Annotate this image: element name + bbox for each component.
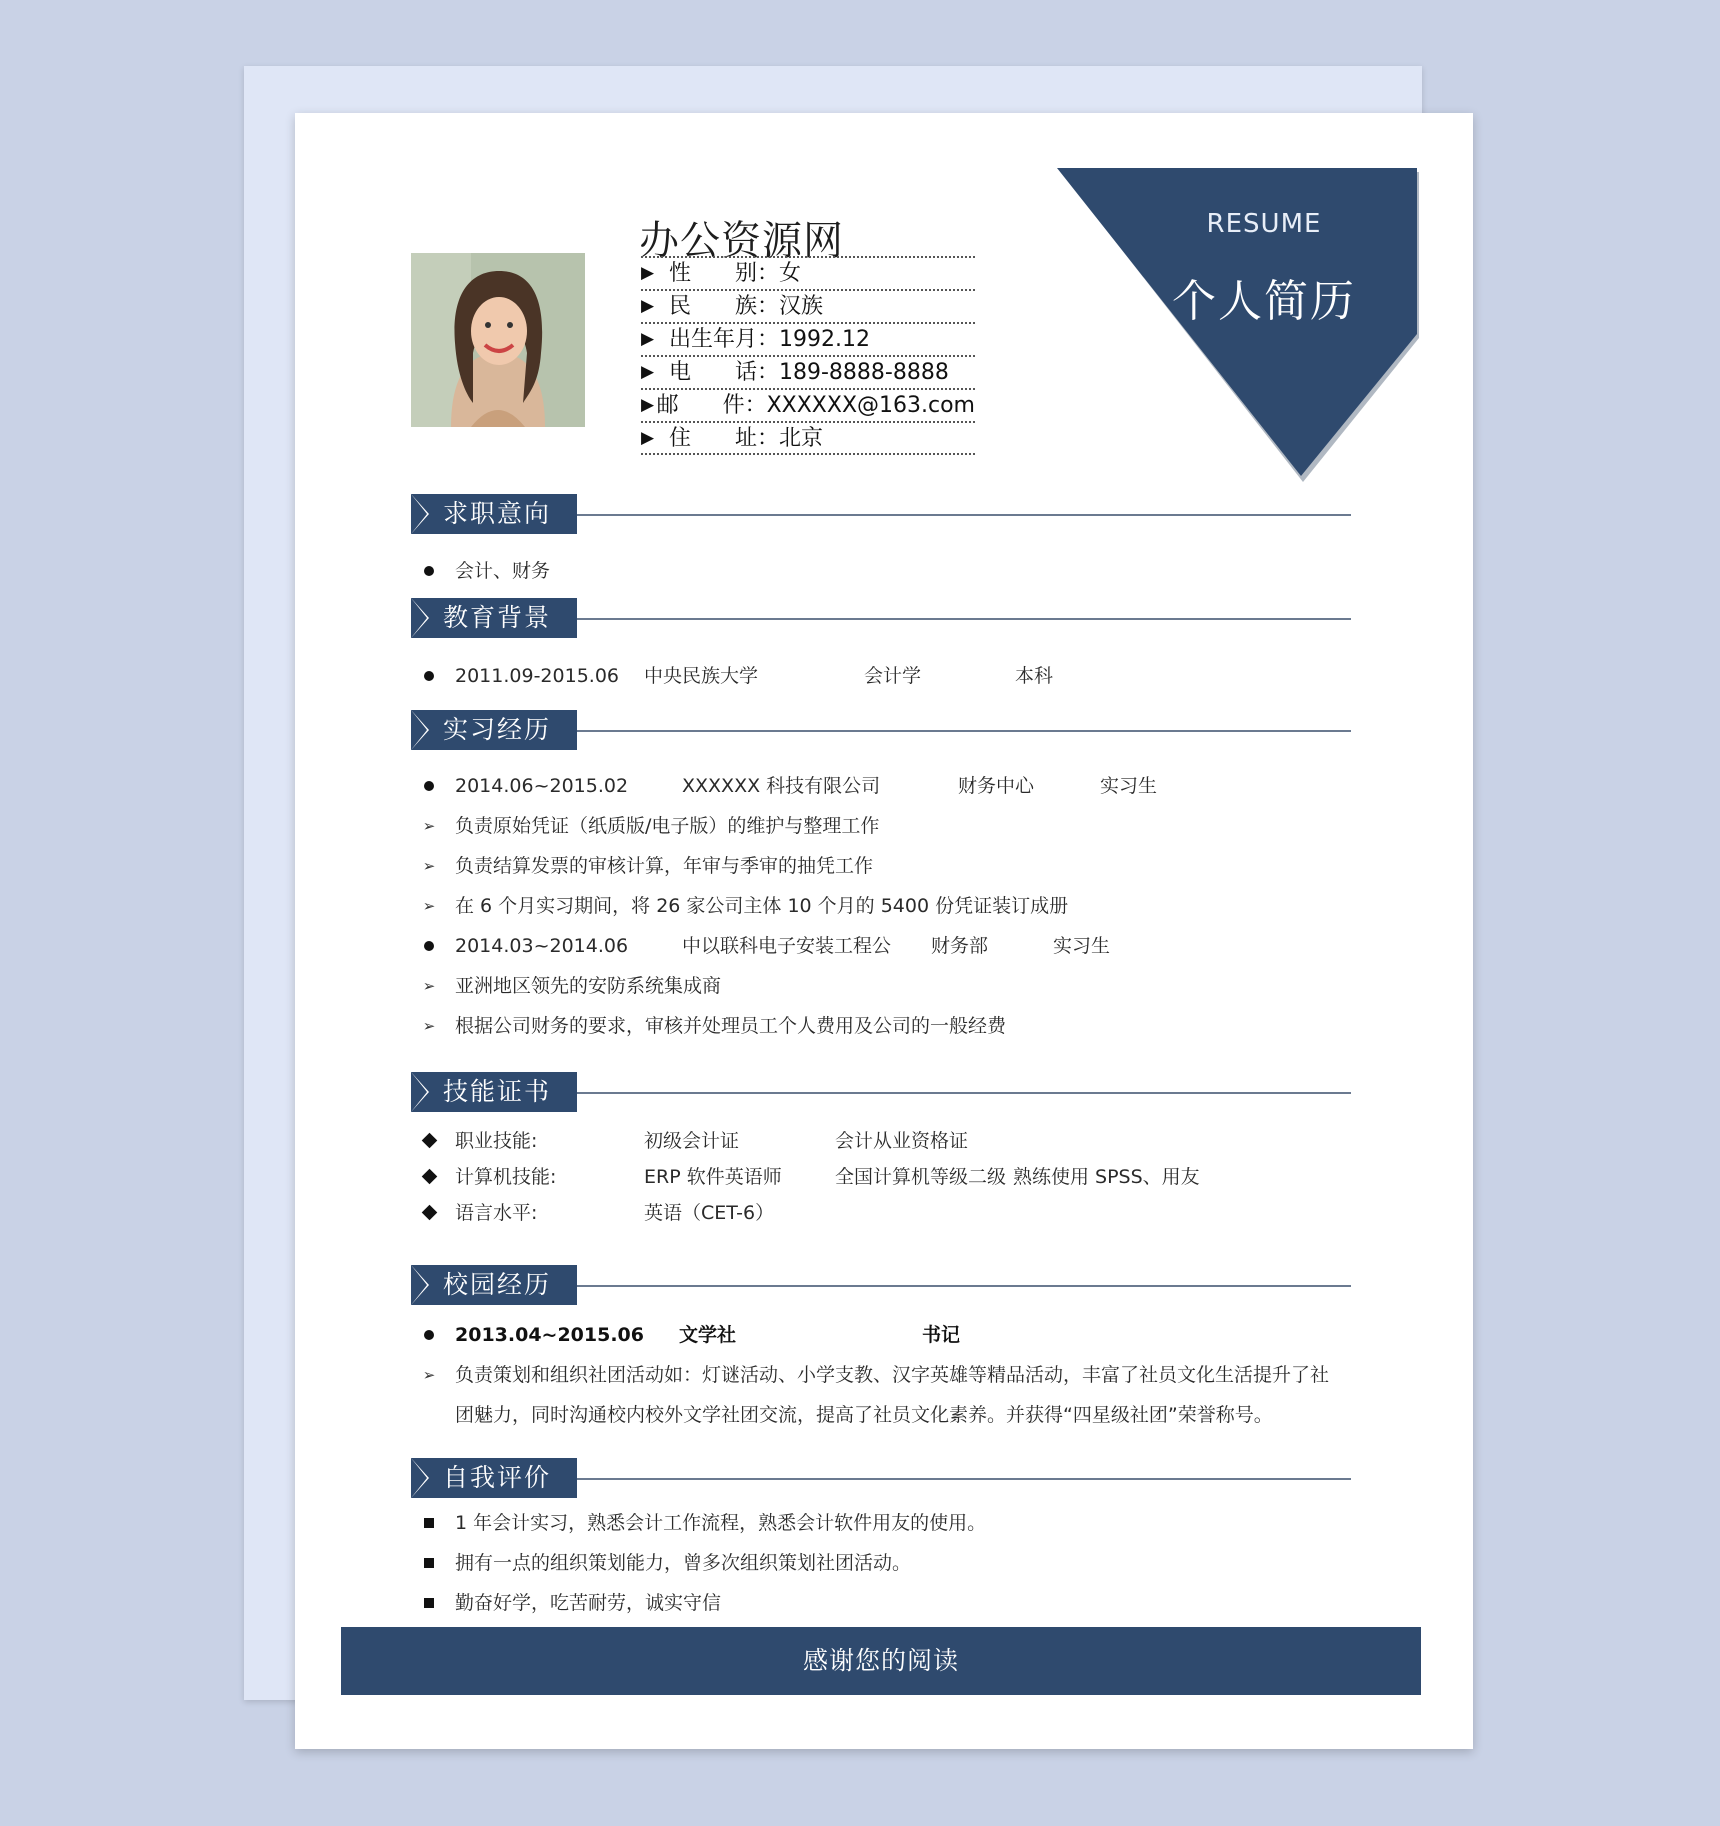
education-major: 会计学 [864,665,922,687]
detail-text: 在 6 个月实习期间，将 26 家公司主体 10 个月的 5400 份凭证装订成册 [455,895,1069,917]
job2-detail [411,971,1351,1001]
job-role: 实习生 [1100,775,1158,797]
section-header-campus [411,1265,1351,1305]
info-address [641,421,975,454]
section-header-internship [411,710,1351,750]
campus-row [411,1320,1351,1350]
skill-item: 会计从业资格证 [835,1130,969,1152]
info-email [641,388,975,421]
detail-text: 负责策划和组织社团活动如：灯谜活动、小学支教、汉字英雄等精品活动，丰富了社员文化生活提升了社 [455,1364,1330,1386]
self-item [411,1588,1351,1618]
section-title: 校园经历 [411,1265,577,1305]
info-label: 出生年月： [669,327,780,352]
section-rule [577,514,1351,516]
info-birth [641,322,975,355]
job-period: 2014.06~2015.02 [455,775,629,797]
internship-job2 [411,931,1351,961]
info-value: 1992.12 [779,327,870,352]
skill-item: 英语（CET-6） [644,1202,775,1224]
section-header-skills [411,1072,1351,1112]
info-divider [641,453,975,455]
education-degree: 本科 [1015,665,1054,687]
info-label: 性 别： [669,261,780,286]
info-value: 189-8888-8888 [779,360,949,385]
triangle-bullet-icon: ▶ [641,428,655,448]
job-period: 2014.03~2014.06 [455,935,629,957]
resume-page [295,113,1473,1749]
detail-text: 负责原始凭证（纸质版/电子版）的维护与整理工作 [455,815,880,837]
intent-text: 会计、财务 [455,560,551,582]
info-ethnicity [641,289,975,322]
triangle-bullet-icon: ▶ [641,296,655,316]
detail-text: 负责结算发票的审核计算，年审与季审的抽凭工作 [455,855,874,877]
info-label: 邮 件： [656,393,767,418]
arrow-bullet-icon: ➢ [422,977,436,995]
section-header-education [411,598,1351,638]
section-title: 自我评价 [411,1458,577,1498]
self-item [411,1548,1351,1578]
triangle-bullet-icon: ▶ [641,362,655,382]
section-rule [577,730,1351,732]
info-value: 女 [779,261,802,286]
resume-en-label: RESUME [1206,209,1322,239]
education-school: 中央民族大学 [644,665,759,687]
skill-item: 全国计算机等级二级 [835,1166,1007,1188]
campus-role: 书记 [922,1324,961,1346]
intent-row [411,556,1351,586]
info-value: XXXXXX@163.com [766,393,975,418]
skill-row [411,1162,1351,1192]
campus-period: 2013.04~2015.06 [455,1324,644,1346]
arrow-bullet-icon: ➢ [422,857,436,875]
job-dept: 财务中心 [958,775,1035,797]
detail-text: 团魅力，同时沟通校内校外文学社团交流，提高了社员文化素养。并获得“四星级社团”荣誉称号。 [455,1404,1273,1426]
skill-row [411,1126,1351,1156]
candidate-name: 办公资源网 [639,218,844,264]
job-role: 实习生 [1053,935,1111,957]
section-title: 技能证书 [411,1072,577,1112]
detail-text: 亚洲地区领先的安防系统集成商 [455,975,722,997]
job1-detail [411,851,1351,881]
section-rule [577,618,1351,620]
section-header-self [411,1458,1351,1498]
triangle-bullet-icon: ▶ [641,329,655,349]
self-text: 勤奋好学，吃苦耐劳，诚实守信 [455,1592,722,1614]
info-label: 电 话： [669,360,780,385]
arrow-bullet-icon: ➢ [422,897,436,915]
skill-label: 语言水平: [455,1202,538,1224]
skill-label: 计算机技能: [455,1166,557,1188]
skill-item: ERP 软件英语师 [644,1166,782,1188]
skill-label: 职业技能: [455,1130,538,1152]
campus-org: 文学社 [679,1324,737,1346]
self-text: 拥有一点的组织策划能力，曾多次组织策划社团活动。 [455,1552,912,1574]
job1-detail [411,891,1351,921]
arrow-bullet-icon: ➢ [422,817,436,835]
education-period: 2011.09-2015.06 [455,665,619,687]
profile-photo [411,253,585,427]
footer-thanks-bar: 感谢您的阅读 [341,1627,1421,1695]
job2-detail [411,1011,1351,1041]
section-rule [577,1092,1351,1094]
triangle-bullet-icon: ▶ [641,263,655,283]
campus-detail [411,1360,1351,1390]
section-rule [577,1478,1351,1480]
info-phone [641,355,975,388]
info-label: 民 族： [669,294,780,319]
info-gender [641,256,975,289]
job1-detail [411,811,1351,841]
triangle-bullet-icon: ▶ [641,395,655,415]
section-header-intent [411,494,1351,534]
section-rule [577,1285,1351,1287]
resume-cn-title: 个人简历 [1172,276,1356,327]
self-text: 1 年会计实习，熟悉会计工作流程，熟悉会计软件用友的使用。 [455,1512,987,1534]
campus-detail-cont [411,1400,1351,1430]
education-row [411,661,1351,691]
arrow-bullet-icon: ➢ [422,1366,436,1384]
info-value: 汉族 [779,294,824,319]
section-title: 实习经历 [411,710,577,750]
skill-item: 初级会计证 [644,1130,740,1152]
arrow-bullet-icon: ➢ [422,1017,436,1035]
skill-row [411,1198,1351,1228]
job-dept: 财务部 [931,935,989,957]
job-company: XXXXXX 科技有限公司 [682,775,881,797]
detail-text: 根据公司财务的要求，审核并处理员工个人费用及公司的一般经费 [455,1015,1007,1037]
job-company: 中以联科电子安装工程公 [682,935,892,957]
info-value: 北京 [779,426,824,451]
info-label: 住 址： [669,426,780,451]
section-title: 教育背景 [411,598,577,638]
self-item [411,1508,1351,1538]
skill-item: 熟练使用 SPSS、用友 [1013,1166,1200,1188]
section-title: 求职意向 [411,494,577,534]
internship-job1 [411,771,1351,801]
